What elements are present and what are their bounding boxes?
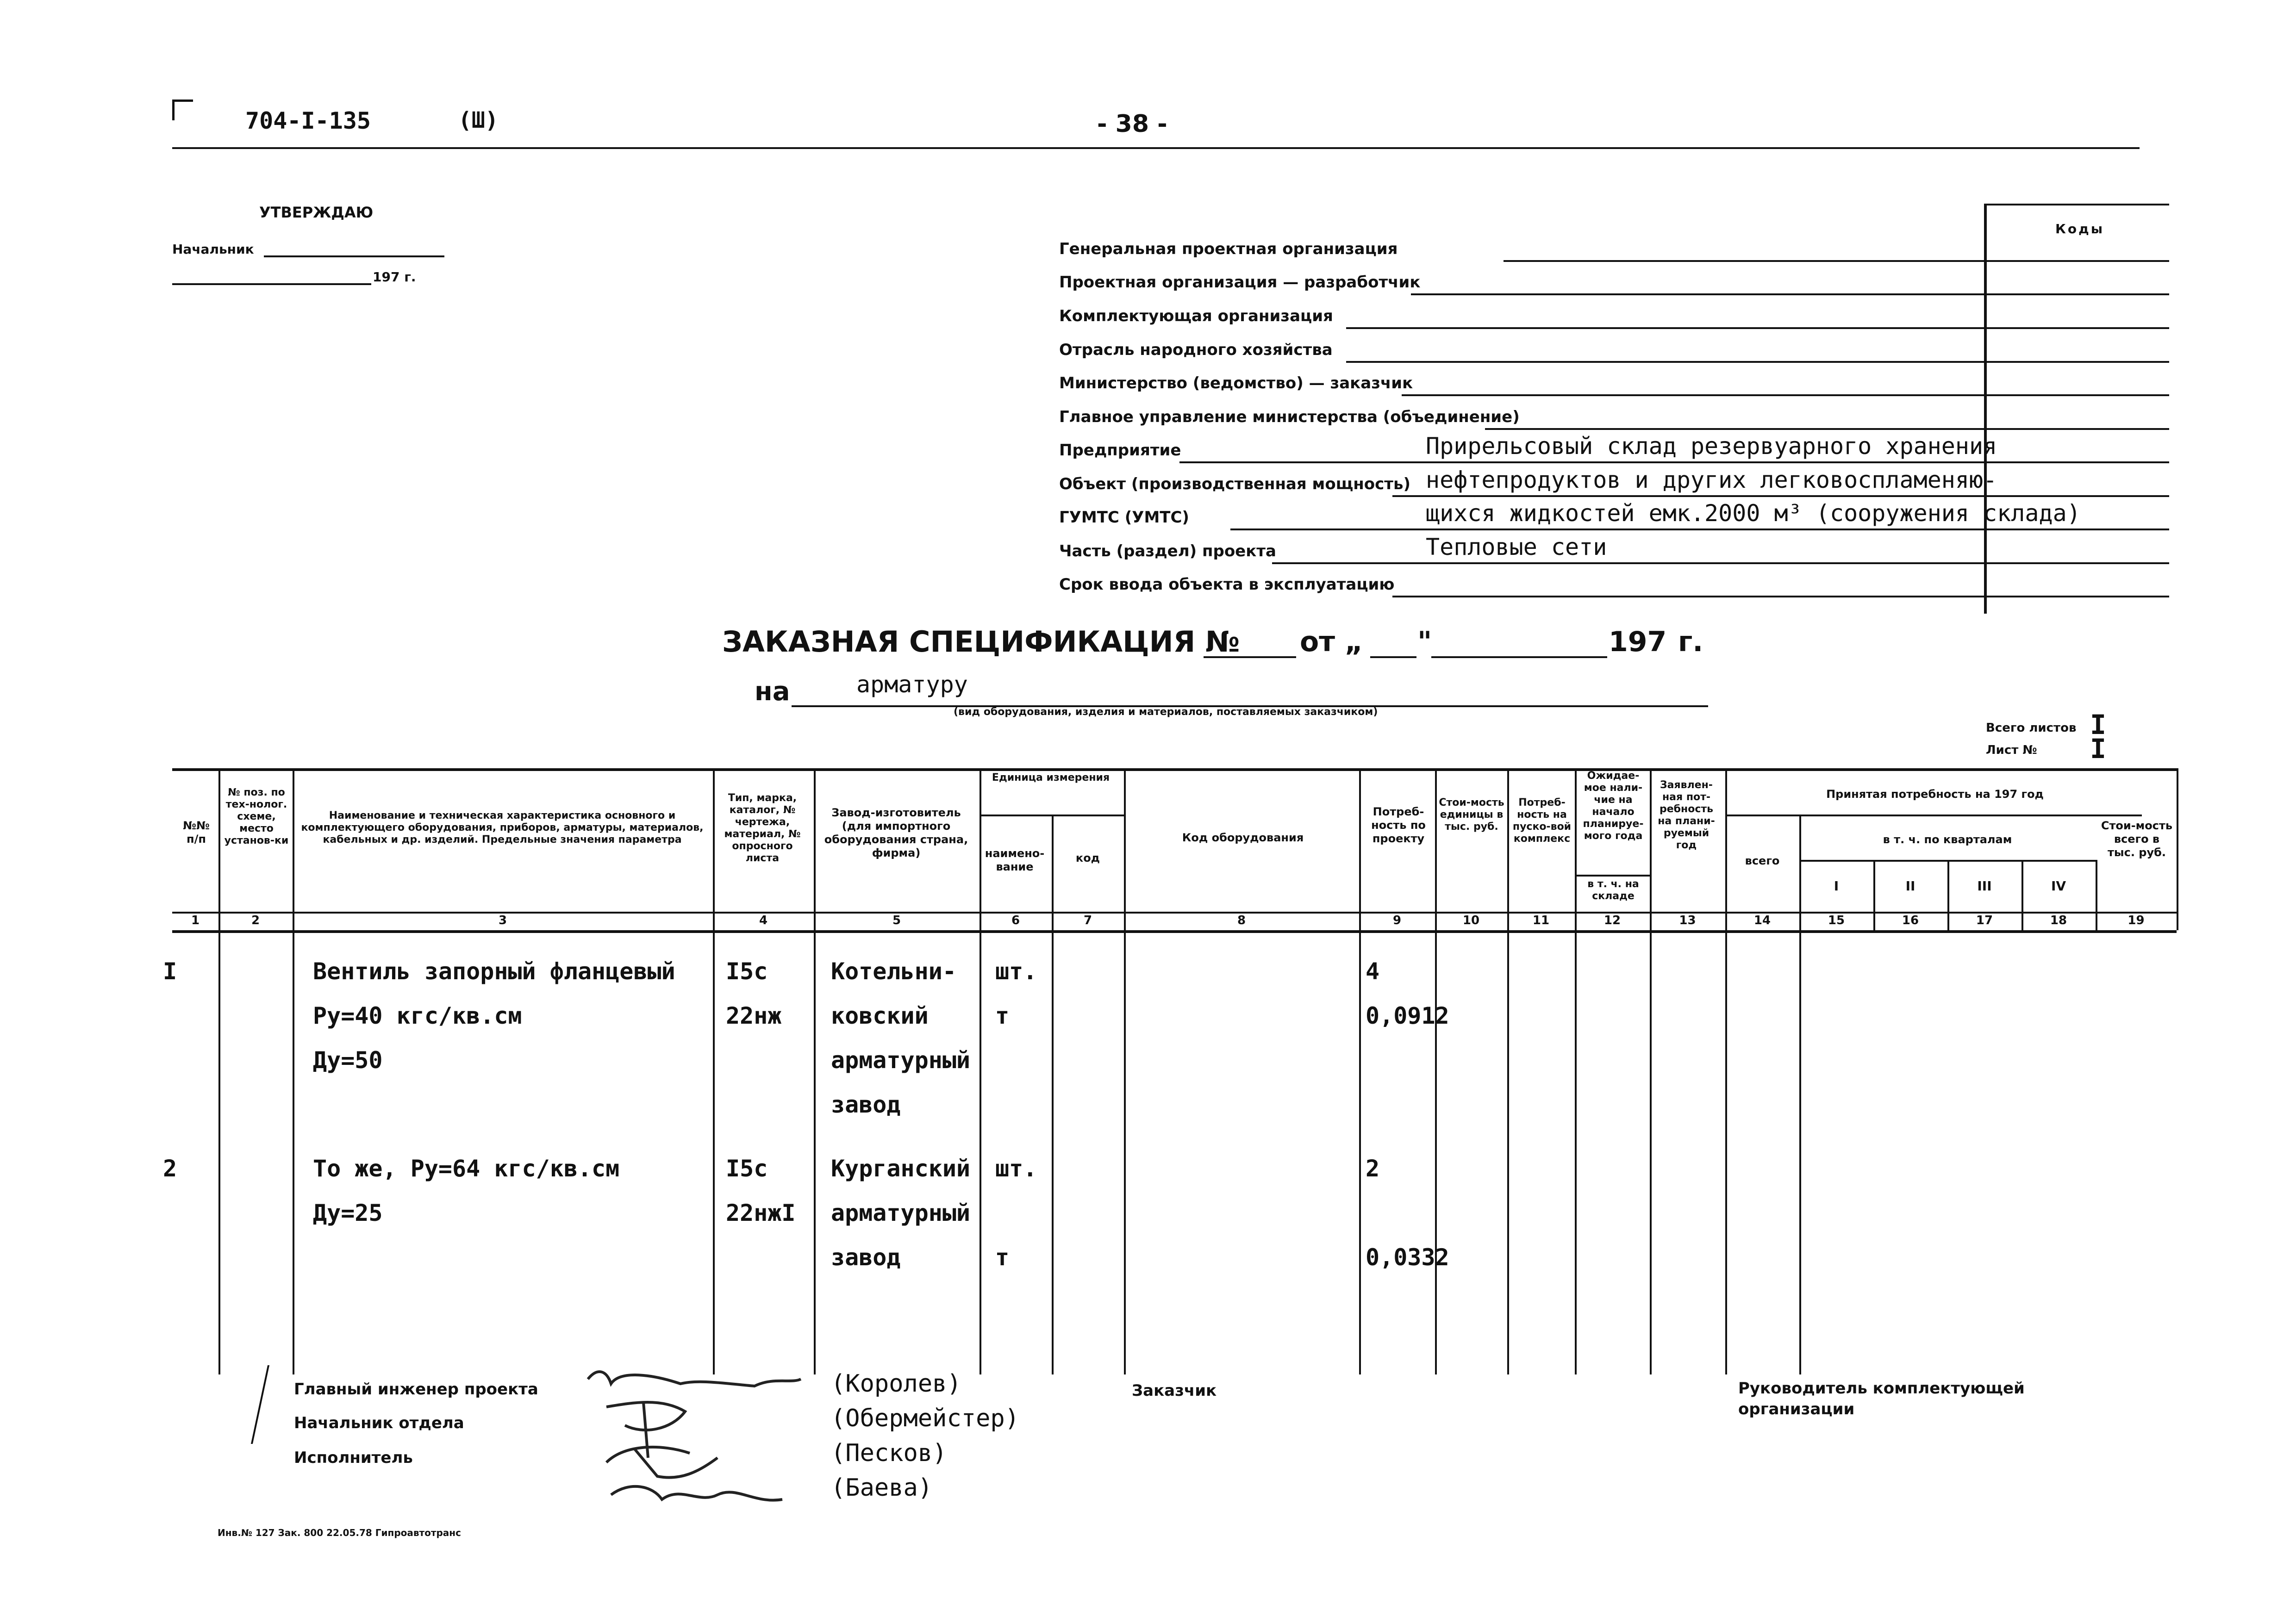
col-number-1: 1 <box>191 914 200 927</box>
col-number-13: 13 <box>1679 914 1696 927</box>
code-line-supply-org[interactable] <box>1987 327 2169 329</box>
code-line-gumts[interactable] <box>1987 529 2169 530</box>
col-number-17: 17 <box>1976 914 1993 927</box>
col-divider-8 <box>1359 768 1361 1374</box>
col-number-8: 8 <box>1237 914 1246 927</box>
header-c9: Потреб-ность по проекту <box>1371 805 1426 845</box>
codes-box-left <box>1984 204 1987 614</box>
header-c2: № поз. по тех-нолог. схеме, место установ-ки <box>224 787 289 846</box>
col-number-6: 6 <box>1011 914 1020 927</box>
spec-day-line[interactable] <box>1370 656 1416 658</box>
col-divider-11 <box>1575 768 1577 1374</box>
row-maker-line: Котельни- <box>831 958 956 985</box>
row-name-line: Ру=40 кгс/кв.см <box>313 1002 522 1029</box>
col-number-11: 11 <box>1532 914 1550 927</box>
signature-bracket <box>251 1365 297 1444</box>
org-value-project-part: Тепловые сети <box>1426 534 1607 560</box>
org-label-project-part: Часть (раздел) проекта <box>1059 542 1276 560</box>
org-label-main-dept: Главное управление министерства (объединение) <box>1059 408 1520 426</box>
col-divider-7 <box>1124 768 1126 1374</box>
header-c4: Тип, марка, каталог, № чертежа, материал, № опросного листа <box>724 792 801 864</box>
sheet-number-label: Лист № <box>1986 743 2037 757</box>
header-q1: I <box>1834 878 1839 894</box>
org-line-industry[interactable] <box>1346 361 1984 363</box>
spec-number-line[interactable] <box>1204 656 1296 658</box>
col-number-16: 16 <box>1902 914 1919 927</box>
header-c1: №№ п/п <box>183 819 210 846</box>
row-need-line: 0,0912 <box>1366 1002 1449 1029</box>
col-divider-13 <box>1725 768 1727 1374</box>
row-need-line: 2 <box>1366 1155 1380 1182</box>
col-divider-5 <box>980 768 981 1374</box>
org-label-supply-org: Комплектующая организация <box>1059 307 1333 325</box>
header-q4: IV <box>2051 878 2066 894</box>
approve-chief-line <box>264 255 444 257</box>
org-value-gumts: щихся жидкостей емк.2000 м³ (сооружения склада) <box>1426 500 2081 527</box>
header-c3: Наименование и техническая характеристика основного и комплектующего оборудования, приборов, арматуры, материалов, кабельных и др. изделий. Предельные значения параметра <box>301 810 704 846</box>
org-label-object: Объект (производственная мощность) <box>1059 475 1411 493</box>
row-unit-line: т <box>995 1002 1010 1029</box>
na-label: на <box>755 677 790 707</box>
code-line-enterprise[interactable] <box>1987 461 2169 463</box>
org-line-object[interactable] <box>1392 495 1984 497</box>
name-korolev: (Королев) <box>831 1370 961 1398</box>
sheet-number: I <box>2090 733 2106 765</box>
codes-header: Коды <box>2055 221 2105 236</box>
org-line-gumts[interactable] <box>1230 529 1984 530</box>
col-number-14: 14 <box>1753 914 1771 927</box>
org-line-enterprise[interactable] <box>1179 461 1984 463</box>
row-name-line: Ду=25 <box>313 1200 383 1226</box>
spec-title: ЗАКАЗНАЯ СПЕЦИФИКАЦИЯ № <box>722 625 1240 659</box>
table-top-rule <box>172 768 2177 771</box>
header-c14: всего <box>1745 854 1780 867</box>
code-line-project-part[interactable] <box>1987 562 2169 564</box>
col-divider-14 <box>1799 815 1801 1374</box>
col-divider-1 <box>218 768 220 1374</box>
col-number-10: 10 <box>1462 914 1480 927</box>
org-value-object: нефтепродуктов и других легковоспламеняю- <box>1426 466 1997 493</box>
header-c7: код <box>1075 852 1100 864</box>
org-label-gumts: ГУМТС (УМТС) <box>1059 508 1189 527</box>
col-divider-19 <box>2177 768 2178 930</box>
col-number-2: 2 <box>251 914 260 927</box>
code-line-ministry[interactable] <box>1987 394 2169 396</box>
table-body-rule <box>172 930 2177 933</box>
approve-chief-label: Начальник <box>172 242 254 257</box>
sheets-total-label: Всего листов <box>1986 721 2077 735</box>
row-maker-line: ковский <box>831 1002 929 1029</box>
head-label-1: Руководитель комплектующей <box>1738 1379 2025 1398</box>
page-number: - 38 - <box>1097 110 1167 138</box>
header-accepted: Принятая потребность на 197 год <box>1826 788 2044 801</box>
col-number-19: 19 <box>2128 914 2145 927</box>
header-c8: Код оборудования <box>1182 831 1304 844</box>
row-type-line: I5с <box>726 958 768 985</box>
row-maker-line: Курганский <box>831 1155 971 1182</box>
org-label-industry: Отрасль народного хозяйства <box>1059 341 1333 359</box>
header-q3: III <box>1977 878 1992 894</box>
row-type-line: 22нж <box>726 1002 782 1029</box>
org-line-general-org[interactable] <box>1504 260 1984 262</box>
code-line-industry[interactable] <box>1987 361 2169 363</box>
code-line-general-org[interactable] <box>1987 260 2169 262</box>
spec-year: 197 <box>1609 626 1667 658</box>
row-number: 2 <box>163 1155 177 1182</box>
col-divider-12 <box>1650 768 1652 1374</box>
na-caption: (вид оборудования, изделия и материалов, поставляемых заказчиком) <box>954 706 1378 718</box>
corner-mark <box>172 99 193 120</box>
org-label-ministry: Министерство (ведомство) — заказчик <box>1059 374 1413 392</box>
head-label-2: организации <box>1738 1400 1855 1418</box>
org-label-general-org: Генеральная проектная организация <box>1059 240 1398 258</box>
col-number-7: 7 <box>1083 914 1092 927</box>
row-type-line: 22нжI <box>726 1200 796 1226</box>
org-line-main-dept[interactable] <box>1485 428 1984 430</box>
codes-box-top <box>1984 204 2169 205</box>
header-quarters: в т. ч. по кварталам <box>1883 833 2012 846</box>
code-line-object[interactable] <box>1987 495 2169 497</box>
row-unit-line: шт. <box>995 958 1037 985</box>
row-maker-line: арматурный <box>831 1047 971 1074</box>
handwritten-signatures <box>579 1365 819 1523</box>
sheets-total: I <box>2090 709 2106 740</box>
spec-year-suffix: г. <box>1678 626 1703 658</box>
row-maker-line: завод <box>831 1244 901 1271</box>
org-label-enterprise: Предприятие <box>1059 441 1181 460</box>
name-peskov: (Песков) <box>831 1439 947 1467</box>
approve-title: УТВЕРЖДАЮ <box>259 204 374 221</box>
name-baeva: (Баева) <box>831 1474 933 1502</box>
header-unit: Единица измерения <box>992 772 1110 784</box>
org-line-ministry[interactable] <box>1402 394 1984 396</box>
spec-quote-close: " <box>1417 626 1432 658</box>
col-number-18: 18 <box>2050 914 2067 927</box>
approve-year: 197 г. <box>373 269 416 285</box>
org-line-project-part[interactable] <box>1272 562 1984 564</box>
row-name-line: Ду=50 <box>313 1047 383 1074</box>
row-unit-line: шт. <box>995 1155 1037 1182</box>
col-divider-2 <box>293 768 294 1374</box>
org-label-design-org: Проектная организация — разработчик <box>1059 273 1421 292</box>
doc-part: (Ш) <box>458 107 499 133</box>
row-name-line: То же, Ру=64 кгс/кв.см <box>313 1155 620 1182</box>
code-line-design-org[interactable] <box>1987 293 2169 295</box>
org-label-deadline: Срок ввода объекта в эксплуатацию <box>1059 575 1395 594</box>
row-unit-line: т <box>995 1244 1010 1271</box>
header-c11: Потреб-ность на пуско-вой комплекс <box>1512 797 1572 845</box>
org-line-deadline[interactable] <box>1392 596 1984 597</box>
col-number-5: 5 <box>892 914 901 927</box>
org-line-design-org[interactable] <box>1411 293 1984 295</box>
na-value: арматуру <box>856 671 968 698</box>
col-divider-4 <box>814 768 816 1374</box>
customer-label: Заказчик <box>1132 1381 1217 1400</box>
role-chief-engineer: Главный инженер проекта <box>294 1380 538 1399</box>
header-c13: Заявлен-ная пот-ребность на плани-руемый год <box>1658 779 1715 851</box>
name-obermeister: (Обермейстер) <box>831 1405 1019 1432</box>
header-c12: Ожидае-мое нали-чие на начало планируе-мого года <box>1583 770 1644 842</box>
header-c10: Стои-мость единицы в тыс. руб. <box>1439 797 1504 833</box>
header-c12b: в т. ч. на складе <box>1587 878 1639 902</box>
col-number-4: 4 <box>759 914 768 927</box>
col-number-12: 12 <box>1603 914 1621 927</box>
col-divider-3 <box>713 768 715 1374</box>
col-number-3: 3 <box>498 914 507 927</box>
header-c6: наимено-вание <box>985 847 1045 873</box>
row-need-line: 0,0332 <box>1366 1244 1449 1271</box>
role-department-head: Начальник отдела <box>294 1414 464 1432</box>
row-maker-line: завод <box>831 1091 901 1118</box>
col-number-15: 15 <box>1828 914 1845 927</box>
org-line-supply-org[interactable] <box>1346 327 1984 329</box>
col-number-9: 9 <box>1392 914 1402 927</box>
approve-date-line <box>172 283 371 285</box>
header-q2: II <box>1905 878 1915 894</box>
row-name-line: Вентиль запорный фланцевый <box>313 958 675 985</box>
c12-subheader-rule <box>1575 875 1650 877</box>
header-c19: Стои-мость всего в тыс. руб. <box>2101 819 2173 859</box>
doc-code: 704-I-135 <box>245 107 371 134</box>
code-line-deadline[interactable] <box>1987 596 2169 597</box>
accepted-subheader-rule <box>1725 815 2142 816</box>
code-line-main-dept[interactable] <box>1987 428 2169 430</box>
row-number: I <box>163 958 177 985</box>
org-value-enterprise: Прирельсовый склад резервуарного хранения <box>1426 433 1997 460</box>
spec-month-line[interactable] <box>1431 656 1607 658</box>
row-need-line: 4 <box>1366 958 1380 985</box>
role-executor: Исполнитель <box>294 1449 413 1467</box>
header-rule <box>172 147 2140 149</box>
col-divider-9 <box>1435 768 1437 1374</box>
row-maker-line: арматурный <box>831 1200 971 1226</box>
spec-from: от „ <box>1300 626 1363 658</box>
row-type-line: I5с <box>726 1155 768 1182</box>
col-divider-10 <box>1507 768 1509 1374</box>
footer-note: Инв.№ 127 Зак. 800 22.05.78 Гипроавтотранс <box>218 1527 461 1538</box>
col-divider-6 <box>1052 815 1054 1374</box>
header-c5: Завод-изготовитель (для импортного оборудования страна, фирма) <box>824 806 968 859</box>
